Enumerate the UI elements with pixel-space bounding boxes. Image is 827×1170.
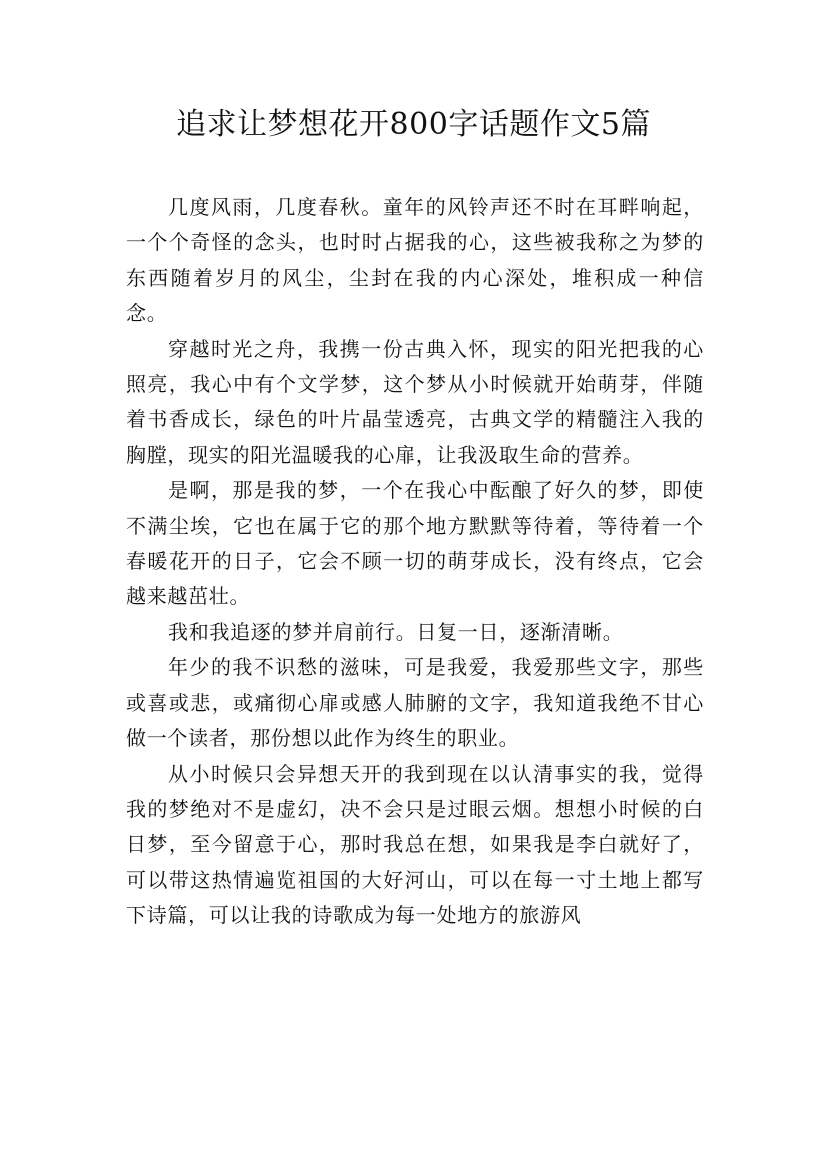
document-title: 追求让梦想花开800字话题作文5篇	[176, 107, 651, 142]
paragraph: 从小时候只会异想天开的我到现在以认清事实的我，觉得我的梦绝对不是虚幻，决不会只是过眼云烟。想想小时候的白日梦，至今留意于心，那时我总在想，如果我是李白就好了，可以带这热情遍览祖国的大好河山，可以在每一寸土地上都写下诗篇，可以让我的诗歌成为每一处地方的旅游风	[126, 761, 704, 928]
paragraph: 穿越时光之舟，我携一份古典入怀，现实的阳光把我的心照亮，我心中有个文学梦，这个梦从小时候就开始萌芽，伴随着书香成长，绿色的叶片晶莹透亮，古典文学的精髓注入我的胸膛，现实的阳光温暖我的心扉，让我汲取生命的营养。	[126, 336, 704, 467]
paragraph: 几度风雨，几度春秋。童年的风铃声还不时在耳畔响起，一个个奇怪的念头，也时时占据我的心，这些被我称之为梦的东西随着岁月的风尘，尘封在我的内心深处，堆积成一种信念。	[126, 195, 704, 326]
paragraph: 年少的我不识愁的滋味，可是我爱，我爱那些文字，那些或喜或悲，或痛彻心扉或感人肺腑的文字，我知道我绝不甘心做一个读者，那份想以此作为终生的职业。	[126, 655, 704, 751]
paragraph: 是啊，那是我的梦，一个在我心中酝酿了好久的梦，即使不满尘埃，它也在属于它的那个地方默默等待着，等待着一个春暖花开的日子，它会不顾一切的萌芽成长，没有终点，它会越来越茁壮。	[126, 478, 704, 609]
document-body	[126, 190, 704, 934]
paragraph: 我和我追逐的梦并肩前行。日复一日，逐渐清晰。	[168, 619, 624, 644]
